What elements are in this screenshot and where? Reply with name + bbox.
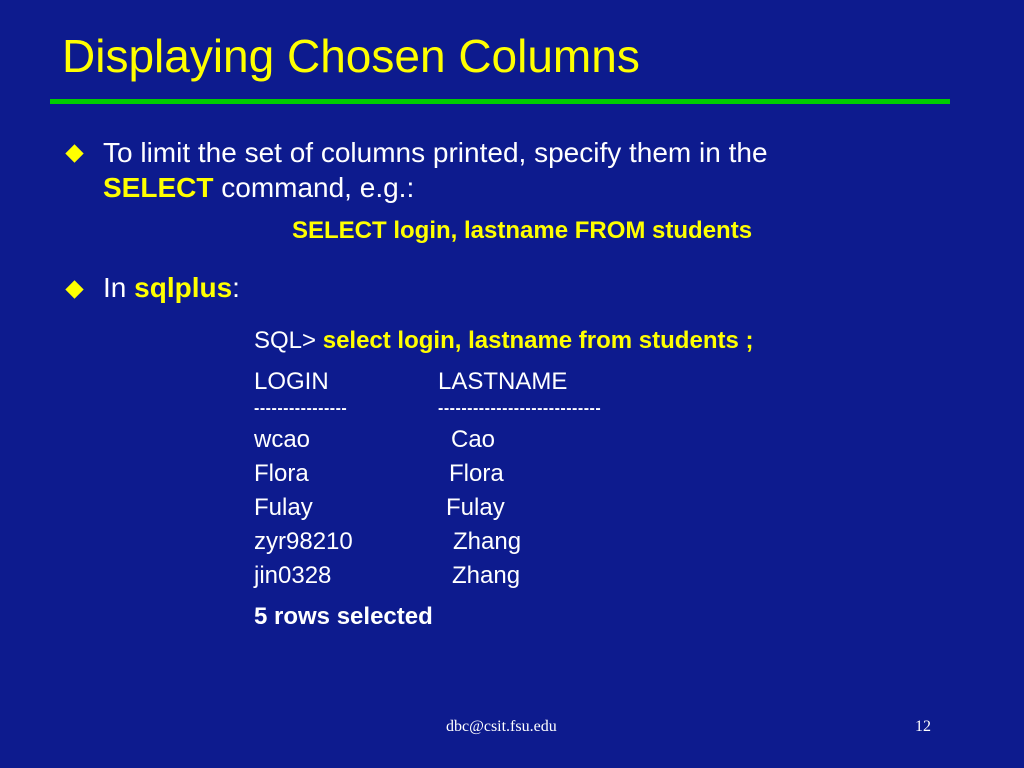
row-1-lastname: Cao bbox=[451, 426, 496, 453]
sql-command: select login, lastname from students ; bbox=[316, 327, 754, 354]
sql-prompt: SQL> bbox=[254, 327, 317, 354]
select-keyword: SELECT bbox=[103, 172, 214, 203]
row-5-lastname: Zhang bbox=[452, 562, 521, 589]
title-divider bbox=[50, 99, 950, 104]
row-5-login: jin0328 bbox=[254, 562, 332, 589]
separator-login: ---------------- bbox=[254, 400, 348, 417]
row-4-lastname: Zhang bbox=[453, 528, 522, 555]
separator-lastname: ---------------------------- bbox=[438, 400, 602, 417]
row-2-lastname: Flora bbox=[449, 460, 504, 487]
row-2-login: Flora bbox=[254, 460, 309, 487]
diamond-bullet-icon bbox=[65, 280, 83, 298]
slide-number: 12 bbox=[915, 718, 931, 735]
row-3-login: Fulay bbox=[254, 494, 313, 521]
column-header-lastname: LASTNAME bbox=[438, 368, 568, 395]
diamond-bullet-icon bbox=[65, 144, 83, 162]
slide-title: Displaying Chosen Columns bbox=[62, 30, 640, 82]
sqlplus-keyword: sqlplus bbox=[134, 272, 233, 303]
row-3-lastname: Fulay bbox=[446, 494, 505, 521]
example-query: SELECT login, lastname FROM students bbox=[292, 217, 753, 244]
column-header-login: LOGIN bbox=[254, 368, 329, 395]
footer-email: dbc@csit.fsu.edu bbox=[446, 718, 557, 735]
sql-command-line bbox=[254, 326, 753, 356]
row-4-login: zyr98210 bbox=[254, 528, 353, 555]
bullet-2-line bbox=[103, 271, 240, 305]
bullet-1-line-2 bbox=[103, 171, 414, 205]
bullet-1-line-1: To limit the set of columns printed, specify them in the bbox=[103, 137, 768, 168]
row-1-login: wcao bbox=[254, 426, 311, 453]
rows-selected-message: 5 rows selected bbox=[254, 603, 433, 630]
bullet-1-rest: command, e.g.: bbox=[213, 172, 415, 203]
bullet-2-prefix: In bbox=[103, 272, 135, 303]
bullet-2-suffix: : bbox=[232, 272, 240, 303]
